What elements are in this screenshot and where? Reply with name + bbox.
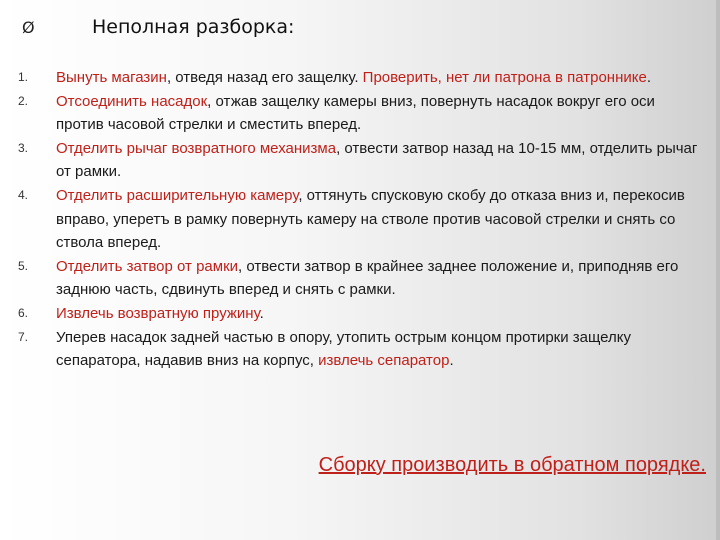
step-item [0, 137, 720, 184]
step-highlight: Отсоединить насадок [56, 92, 208, 110]
steps-list [0, 66, 720, 373]
arrow-bullet-icon: Ø [22, 18, 35, 37]
slide-title: Неполная разборка: [92, 16, 295, 38]
step-highlight: Вынуть магазин [56, 69, 167, 86]
step-highlight: Отделить расширительную камеру [56, 186, 299, 204]
step-text: , отвести затвор назад на 10-15 мм, отделить рычаг от рамки. [56, 139, 698, 181]
step-text: , отвести затвор в крайнее заднее положение и, приподняв его заднюю часть, сдвинуть вперед и снять с рамки. [56, 257, 679, 299]
step-number: 5. [18, 258, 29, 273]
step-text: , отведя назад его защелку. [166, 69, 363, 86]
step-item [0, 302, 720, 326]
footer-note: Сборку производить в обратном порядке. [318, 454, 706, 476]
step-number: 6. [18, 305, 29, 320]
step-item [0, 255, 720, 302]
step-text: . [259, 304, 264, 322]
step-number: 7. [18, 329, 29, 344]
step-number: 3. [18, 140, 29, 155]
step-number: 2. [18, 93, 29, 108]
step-highlight: Проверить, нет ли патрона в патроннике [362, 69, 647, 86]
step-highlight: Отделить затвор от рамки [56, 257, 239, 275]
step-number: 1. [18, 70, 29, 84]
step-number: 4. [18, 187, 29, 202]
step-highlight: Отделить рычаг возвратного механизма [56, 139, 337, 157]
step-item [0, 326, 720, 373]
step-item [0, 184, 720, 255]
step-highlight: извлечь сепаратор [318, 352, 450, 370]
step-text: Уперев насадок задней частью в опору, утопить острым концом протирки защелку сепаратора, надавив вниз на корпус, [56, 328, 632, 370]
step-text: . [646, 69, 651, 86]
step-text: , отжав защелку камеры вниз, повернуть насадок вокруг его оси против часовой стрелки и сместить вперед. [56, 92, 655, 134]
step-item [0, 90, 720, 137]
step-text: . [449, 352, 454, 370]
step-highlight: Извлечь возвратную пружину [56, 304, 260, 322]
step-item [0, 66, 720, 90]
step-text: , оттянуть спусковую скобу до отказа вниз и, перекосив вправо, уперетъ в рамку повернуть камеру на стволе против часовой стрелки и снять со ствола вперед. [56, 186, 685, 252]
